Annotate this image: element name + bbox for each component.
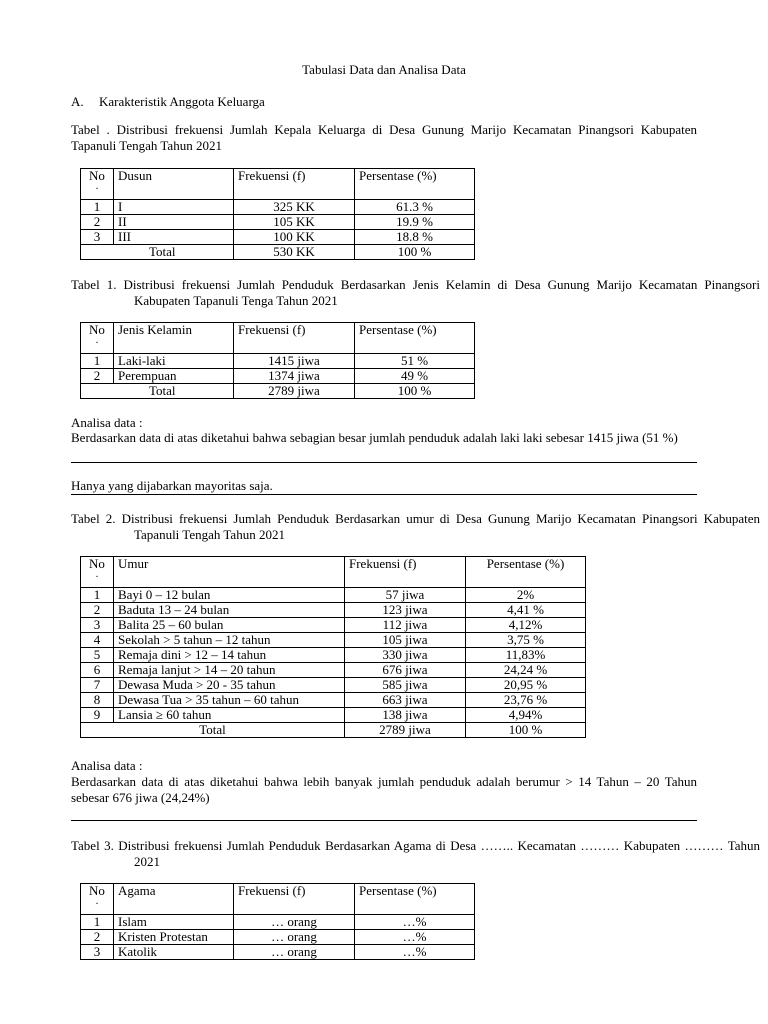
total-pct: 100 % <box>355 384 475 399</box>
cell-pct: 51 % <box>355 354 475 369</box>
header-pct: Persentase (%) <box>355 169 475 200</box>
section-title: Karakteristik Anggota Keluarga <box>99 94 265 109</box>
table-header-row <box>81 884 475 915</box>
header-name: Dusun <box>114 169 234 200</box>
cell-pct: 4,94% <box>466 708 586 723</box>
total-freq: 2789 jiwa <box>234 384 355 399</box>
total-label: Total <box>81 723 345 738</box>
table-total-row <box>81 245 475 260</box>
cell-name: Islam <box>114 915 234 930</box>
divider <box>71 820 697 821</box>
header-name: Agama <box>114 884 234 915</box>
total-label: Total <box>81 245 234 260</box>
cell-no: 3 <box>81 945 114 960</box>
cell-freq: … orang <box>234 930 355 945</box>
table3-caption: Tabel 3. Distribusi frekuensi Jumlah Penduduk Berdasarkan Agama di Desa …….. Kecamatan ……… Kabupaten ……… Tahun 2021 <box>71 838 760 869</box>
cell-no: 1 <box>81 588 114 603</box>
cell-pct: 2% <box>466 588 586 603</box>
cell-freq: 138 jiwa <box>345 708 466 723</box>
table-row <box>81 618 586 633</box>
cell-pct: 61.3 % <box>355 200 475 215</box>
cell-name: Sekolah > 5 tahun – 12 tahun <box>114 633 345 648</box>
cell-pct: 11,83% <box>466 648 586 663</box>
cell-no: 3 <box>81 230 114 245</box>
table-row <box>81 215 475 230</box>
cell-name: Remaja dini > 12 – 14 tahun <box>114 648 345 663</box>
total-freq: 2789 jiwa <box>345 723 466 738</box>
cell-no: 3 <box>81 618 114 633</box>
analysis1-text: Berdasarkan data di atas diketahui bahwa sebagian besar jumlah penduduk adalah laki laki sebesar 1415 jiwa (51 %) <box>71 430 678 445</box>
cell-freq: 325 KK <box>234 200 355 215</box>
cell-freq: 57 jiwa <box>345 588 466 603</box>
section-letter: A. <box>71 94 84 109</box>
header-freq: Frekuensi (f) <box>234 884 355 915</box>
table-row <box>81 633 586 648</box>
cell-freq: 663 jiwa <box>345 693 466 708</box>
table-row <box>81 693 586 708</box>
cell-freq: 1374 jiwa <box>234 369 355 384</box>
cell-pct: 3,75 % <box>466 633 586 648</box>
analysis2-label: Analisa data : <box>71 758 143 773</box>
cell-pct: 4,41 % <box>466 603 586 618</box>
table-row <box>81 354 475 369</box>
cell-no: 4 <box>81 633 114 648</box>
table-row <box>81 945 475 960</box>
cell-no: 2 <box>81 369 114 384</box>
cell-freq: 585 jiwa <box>345 678 466 693</box>
cell-no: 1 <box>81 200 114 215</box>
header-freq: Frekuensi (f) <box>234 323 355 354</box>
header-freq: Frekuensi (f) <box>345 557 466 588</box>
analysis1-label: Analisa data : <box>71 415 143 430</box>
cell-freq: 1415 jiwa <box>234 354 355 369</box>
cell-freq: … orang <box>234 945 355 960</box>
cell-name: Laki-laki <box>114 354 234 369</box>
header-pct: Persentase (%) <box>466 557 586 588</box>
table-total-row <box>81 723 586 738</box>
cell-pct: …% <box>355 915 475 930</box>
cell-name: Kristen Protestan <box>114 930 234 945</box>
cell-name: III <box>114 230 234 245</box>
table-row <box>81 230 475 245</box>
cell-no: 7 <box>81 678 114 693</box>
cell-pct: …% <box>355 930 475 945</box>
section-heading <box>71 94 697 110</box>
cell-name: Dewasa Tua > 35 tahun – 60 tahun <box>114 693 345 708</box>
divider <box>71 494 697 495</box>
table-row <box>81 930 475 945</box>
cell-freq: … orang <box>234 915 355 930</box>
table-row <box>81 915 475 930</box>
total-label: Total <box>81 384 234 399</box>
header-no: No . <box>81 884 114 915</box>
table1-caption: Tabel 1. Distribusi frekuensi Jumlah Penduduk Berdasarkan Jenis Kelamin di Desa Gunung Marijo Kecamatan Pinangsori Kabupaten Tapanuli Tenga Tahun 2021 <box>71 277 760 308</box>
cell-pct: 4,12% <box>466 618 586 633</box>
table0-caption: Tabel . Distribusi frekuensi Jumlah Kepala Keluarga di Desa Gunung Marijo Kecamatan Pinangsori Kabupaten Tapanuli Tengah Tahun 2021 <box>71 122 697 153</box>
header-pct: Persentase (%) <box>355 884 475 915</box>
header-no: No . <box>81 557 114 588</box>
cell-pct: …% <box>355 945 475 960</box>
cell-name: Bayi 0 – 12 bulan <box>114 588 345 603</box>
cell-no: 1 <box>81 915 114 930</box>
cell-pct: 19.9 % <box>355 215 475 230</box>
cell-no: 6 <box>81 663 114 678</box>
cell-name: Dewasa Muda > 20 - 35 tahun <box>114 678 345 693</box>
cell-freq: 105 KK <box>234 215 355 230</box>
table2 <box>80 556 586 738</box>
cell-name: Katolik <box>114 945 234 960</box>
cell-freq: 330 jiwa <box>345 648 466 663</box>
cell-no: 2 <box>81 603 114 618</box>
table1 <box>80 322 475 399</box>
cell-name: II <box>114 215 234 230</box>
table-row <box>81 588 586 603</box>
table-header-row <box>81 169 475 200</box>
cell-name: Remaja lanjut > 14 – 20 tahun <box>114 663 345 678</box>
total-pct: 100 % <box>355 245 475 260</box>
cell-freq: 676 jiwa <box>345 663 466 678</box>
cell-name: Lansia ≥ 60 tahun <box>114 708 345 723</box>
table0 <box>80 168 475 260</box>
cell-no: 8 <box>81 693 114 708</box>
cell-pct: 24,24 % <box>466 663 586 678</box>
cell-name: Perempuan <box>114 369 234 384</box>
cell-name: I <box>114 200 234 215</box>
header-name: Umur <box>114 557 345 588</box>
analysis2-text: Berdasarkan data di atas diketahui bahwa lebih banyak jumlah penduduk adalah berumur > 14 Tahun – 20 Tahun sebesar 676 jiwa (24,24%) <box>71 774 697 805</box>
cell-no: 5 <box>81 648 114 663</box>
table3 <box>80 883 475 960</box>
table-row <box>81 678 586 693</box>
table-row <box>81 369 475 384</box>
cell-name: Baduta 13 – 24 bulan <box>114 603 345 618</box>
table-row <box>81 603 586 618</box>
total-pct: 100 % <box>466 723 586 738</box>
header-name: Jenis Kelamin <box>114 323 234 354</box>
table-header-row <box>81 323 475 354</box>
table-row <box>81 648 586 663</box>
table-row <box>81 708 586 723</box>
cell-pct: 49 % <box>355 369 475 384</box>
cell-no: 2 <box>81 930 114 945</box>
cell-freq: 112 jiwa <box>345 618 466 633</box>
cell-no: 1 <box>81 354 114 369</box>
cell-no: 9 <box>81 708 114 723</box>
cell-freq: 105 jiwa <box>345 633 466 648</box>
note-text: Hanya yang dijabarkan mayoritas saja. <box>71 478 273 493</box>
header-pct: Persentase (%) <box>355 323 475 354</box>
header-no: No . <box>81 323 114 354</box>
cell-pct: 18.8 % <box>355 230 475 245</box>
cell-pct: 23,76 % <box>466 693 586 708</box>
divider <box>71 462 697 463</box>
table-header-row <box>81 557 586 588</box>
cell-freq: 100 KK <box>234 230 355 245</box>
table2-caption: Tabel 2. Distribusi frekuensi Jumlah Penduduk Berdasarkan umur di Desa Gunung Marijo Kecamatan Pinangsori Kabupaten Tapanuli Tengah Tahun 2021 <box>71 511 760 542</box>
table-total-row <box>81 384 475 399</box>
cell-freq: 123 jiwa <box>345 603 466 618</box>
total-freq: 530 KK <box>234 245 355 260</box>
header-no: No . <box>81 169 114 200</box>
table-row <box>81 663 586 678</box>
header-freq: Frekuensi (f) <box>234 169 355 200</box>
table-row <box>81 200 475 215</box>
cell-pct: 20,95 % <box>466 678 586 693</box>
document-title: Tabulasi Data dan Analisa Data <box>302 62 466 77</box>
cell-no: 2 <box>81 215 114 230</box>
cell-name: Balita 25 – 60 bulan <box>114 618 345 633</box>
